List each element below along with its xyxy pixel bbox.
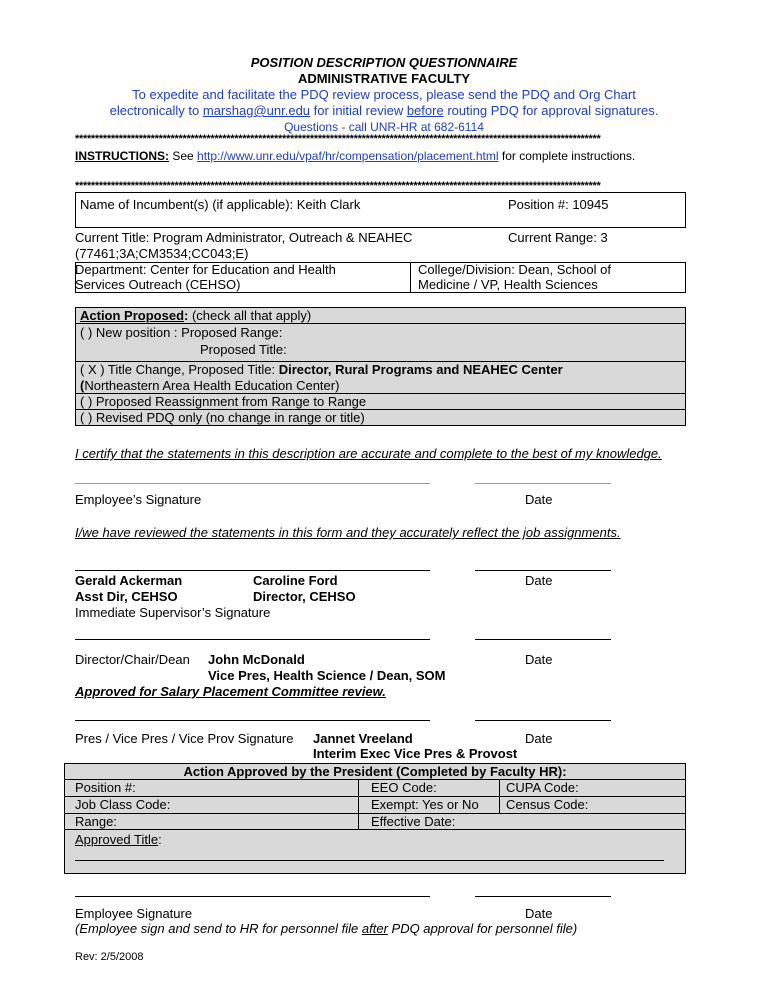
instructions-link[interactable]: http://www.unr.edu/vpaf/hr/compensation/placement.html (197, 149, 499, 163)
approved-range-label: Range: (75, 814, 117, 829)
exempt-label: Exempt: Yes or No (371, 797, 479, 812)
supervisor-caption: Immediate Supervisor’s Signature (75, 605, 271, 620)
star-divider-1: ************************************************************************************************************************************ (75, 133, 601, 145)
director-name: John McDonald (208, 652, 305, 667)
instructions-line: INSTRUCTIONS: See http://www.unr.edu/vpaf/hr/compensation/placement.html for complete instructions. (75, 149, 636, 163)
employee-final-signature-line[interactable] (75, 896, 430, 897)
current-title: Current Title: Program Administrator, Outreach & NEAHEC (75, 230, 413, 245)
current-title-codes: (77461;3A;CM3534;CC043;E) (75, 246, 249, 261)
supervisor-name-1: Gerald Ackerman (75, 573, 183, 588)
supervisor-name-2: Caroline Ford (253, 573, 338, 588)
proposed-title-label: Proposed Title: (200, 342, 287, 357)
certify-statement: I certify that the statements in this description are accurate and complete to the best of my knowledge. (75, 446, 662, 461)
supervisor-title-2: Director, CEHSO (253, 589, 356, 604)
president-name: Jannet Vreeland (313, 731, 413, 746)
date-label: Date (525, 573, 553, 588)
reassignment-option[interactable]: ( ) Proposed Reassignment from Range to Range (80, 394, 367, 409)
revision-date: Rev: 2/5/2008 (75, 951, 144, 963)
form-title: POSITION DESCRIPTION QUESTIONNAIRE (250, 55, 518, 70)
approved-title-line[interactable] (75, 860, 664, 861)
form-subtitle: ADMINISTRATIVE FACULTY (297, 71, 471, 86)
department-line-2: Services Outreach (CEHSO) (75, 277, 241, 292)
title-change-line-2: (Northeastern Area Health Education Center) (80, 378, 340, 393)
questions-line: Questions - call UNR-HR at 682-6114 (284, 120, 484, 134)
star-divider-2: ************************************************************************************************************************************ (75, 180, 601, 192)
footnote: (Employee sign and send to HR for personnel file after PDQ approval for personnel file) (75, 921, 578, 936)
employee-signature-final-label: Employee Signature (75, 906, 193, 921)
director-signature-line[interactable] (75, 639, 430, 640)
department: Department: Center for Education and Health (75, 262, 336, 277)
employee-final-date-line[interactable] (475, 896, 611, 897)
census-code-label: Census Code: (506, 797, 589, 812)
employee-date-line[interactable] (475, 483, 611, 484)
director-label: Director/Chair/Dean (75, 652, 190, 667)
job-class-label: Job Class Code: (75, 797, 171, 812)
college-division-line-2: Medicine / VP, Health Sciences (418, 277, 598, 292)
supervisor-date-line[interactable] (475, 570, 611, 571)
email-link[interactable]: marshag@unr.edu (202, 103, 311, 118)
employee-signature-line[interactable] (75, 483, 430, 484)
director-title: Vice Pres, Health Science / Dean, SOM (208, 668, 446, 683)
date-label: Date (525, 906, 553, 921)
supervisor-signature-line[interactable] (75, 570, 430, 571)
date-label: Date (525, 652, 553, 667)
expedite-line-2: electronically to marshag@unr.edu for initial review before routing PDQ for approval signatures. (109, 103, 659, 118)
approved-title-label: Approved Title: (75, 832, 162, 847)
approval-box-header: Action Approved by the President (Completed by Faculty HR): (183, 764, 567, 779)
new-position-option[interactable]: ( ) New position : Proposed Range: (80, 325, 283, 340)
eeo-code-label: EEO Code: (371, 780, 437, 795)
action-proposed-label: Action Proposed: (check all that apply) (80, 308, 312, 323)
reviewed-statement: I/we have reviewed the statements in this form and they accurately reflect the job assignments. (75, 525, 621, 540)
approved-for-review: Approved for Salary Placement Committee review. (75, 684, 386, 699)
expedite-line-1: To expedite and facilitate the PDQ review process, please send the PDQ and Org Chart (132, 87, 636, 102)
date-label: Date (525, 492, 553, 507)
effective-date-label: Effective Date: (371, 814, 456, 829)
college-division: College/Division: Dean, School of (418, 262, 611, 277)
supervisor-title-1: Asst Dir, CEHSO (75, 589, 178, 604)
president-date-line[interactable] (475, 720, 611, 721)
title-change-option[interactable]: ( X ) Title Change, Proposed Title: Director, Rural Programs and NEAHEC Center (80, 362, 563, 377)
approved-position-label: Position #: (75, 780, 136, 795)
president-label: Pres / Vice Pres / Vice Prov Signature (75, 731, 294, 746)
incumbent-name: Name of Incumbent(s) (if applicable): Keith Clark (80, 197, 361, 212)
position-number: Position #: 10945 (508, 197, 609, 212)
current-range: Current Range: 3 (508, 230, 608, 245)
president-signature-line[interactable] (75, 720, 430, 721)
revised-pdq-option[interactable]: ( ) Revised PDQ only (no change in range or title) (80, 410, 365, 425)
cupa-code-label: CUPA Code: (506, 780, 579, 795)
employee-signature-label: Employee’s Signature (75, 492, 202, 507)
date-label: Date (525, 731, 553, 746)
president-title: Interim Exec Vice Pres & Provost (313, 746, 518, 761)
director-date-line[interactable] (475, 639, 611, 640)
